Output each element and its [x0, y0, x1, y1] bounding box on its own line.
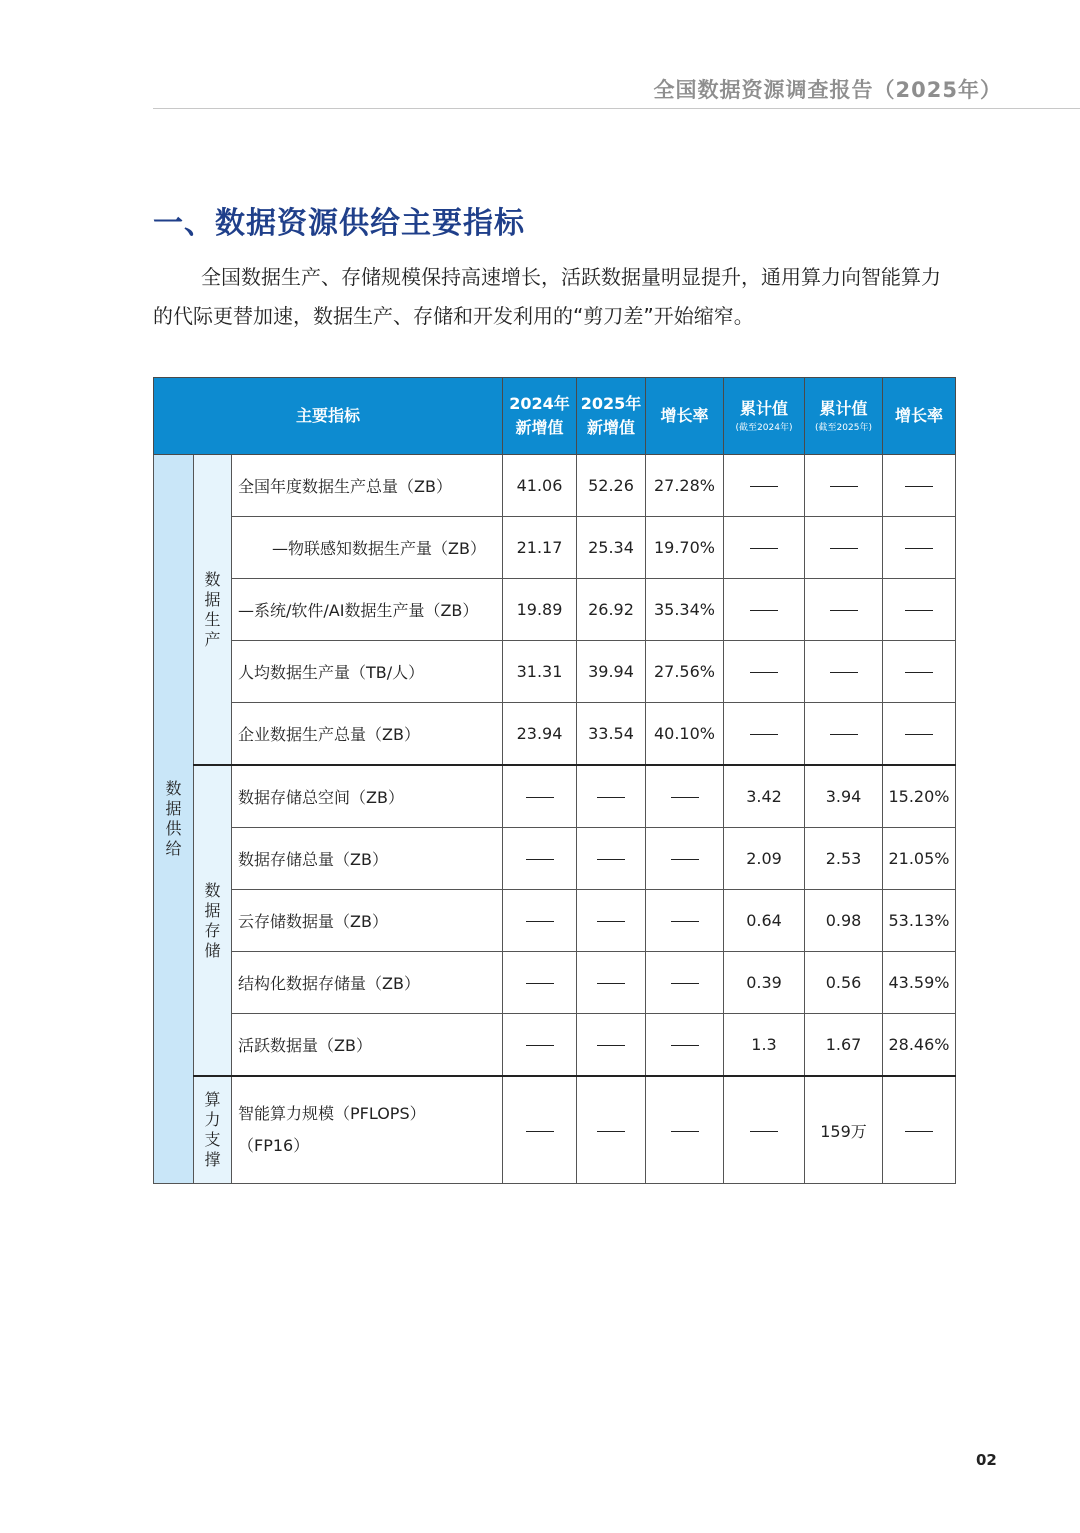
empty-cell	[646, 765, 724, 828]
empty-cell	[577, 1076, 646, 1184]
indicator-name: 全国年度数据生产总量（ZB）	[232, 455, 503, 517]
header-cum-2025-note: (截至2025年)	[815, 423, 872, 433]
dash-mark	[597, 797, 625, 798]
cumulative-growth: 28.46%	[883, 1014, 956, 1077]
table-row	[154, 952, 956, 1014]
category-compute	[194, 1076, 232, 1184]
dash-mark	[671, 921, 699, 922]
value-2025: 26.92	[577, 579, 646, 641]
dash-mark	[597, 859, 625, 860]
cumulative-growth: 43.59%	[883, 952, 956, 1014]
category-storage	[194, 765, 232, 1076]
dash-mark	[905, 610, 933, 611]
dash-mark	[750, 610, 778, 611]
empty-cell	[577, 1014, 646, 1077]
indicator-name-line1: 智能算力规模（PFLOPS）	[238, 1104, 426, 1123]
indicator-name: 数据存储总空间（ZB）	[232, 765, 503, 828]
indicator-name: —物联感知数据生产量（ZB）	[232, 517, 503, 579]
value-2025: 33.54	[577, 703, 646, 766]
value-2024: 41.06	[503, 455, 577, 517]
section-title: 一、数据资源供给主要指标	[153, 206, 525, 241]
dash-mark	[750, 548, 778, 549]
empty-cell	[724, 1076, 805, 1184]
dash-mark	[526, 1045, 554, 1046]
category-data-supply-label: 数据供给	[165, 779, 182, 858]
page-number: 02	[976, 1451, 997, 1469]
dash-mark	[671, 859, 699, 860]
table-row	[154, 455, 956, 517]
dash-mark	[830, 486, 858, 487]
dash-mark	[905, 1131, 933, 1132]
empty-cell	[503, 1014, 577, 1077]
header-rule	[153, 108, 1080, 109]
header-cum-2024-label: 累计值	[739, 399, 788, 418]
value-2025: 39.94	[577, 641, 646, 703]
cumulative-2024: 2.09	[724, 828, 805, 890]
header-indicator: 主要指标	[154, 378, 503, 455]
value-2024: 21.17	[503, 517, 577, 579]
empty-cell	[503, 765, 577, 828]
value-2024: 31.31	[503, 641, 577, 703]
dash-mark	[830, 672, 858, 673]
dash-mark	[905, 486, 933, 487]
running-header-title: 全国数据资源调查报告（2025年）	[653, 78, 1002, 102]
cumulative-2025: 3.94	[805, 765, 883, 828]
empty-cell	[883, 1076, 956, 1184]
indicator-name: 数据存储总量（ZB）	[232, 828, 503, 890]
empty-cell	[883, 455, 956, 517]
table-row	[154, 579, 956, 641]
table-header-row	[154, 378, 956, 455]
empty-cell	[724, 517, 805, 579]
value-2025: 25.34	[577, 517, 646, 579]
growth-rate: 35.34%	[646, 579, 724, 641]
header-new-2025: 2025年新增值	[577, 378, 646, 455]
value-2025: 52.26	[577, 455, 646, 517]
empty-cell	[805, 579, 883, 641]
cumulative-2025: 2.53	[805, 828, 883, 890]
empty-cell	[503, 952, 577, 1014]
dash-mark	[905, 548, 933, 549]
category-production-label: 数据生产	[204, 569, 221, 649]
dash-mark	[750, 734, 778, 735]
empty-cell	[646, 1014, 724, 1077]
indicator-name-line2: （FP16）	[238, 1136, 310, 1155]
empty-cell	[503, 890, 577, 952]
value-2024: 23.94	[503, 703, 577, 766]
intro-paragraph: 全国数据生产、存储规模保持高速增长，活跃数据量明显提升，通用算力向智能算力的代际更替加速，数据生产、存储和开发利用的“剪刀差”开始缩窄。	[153, 265, 941, 328]
empty-cell	[724, 641, 805, 703]
dash-mark	[526, 1131, 554, 1132]
empty-cell	[503, 828, 577, 890]
dash-mark	[750, 1131, 778, 1132]
cumulative-2025: 1.67	[805, 1014, 883, 1077]
table-row	[154, 828, 956, 890]
indicator-name	[232, 1076, 503, 1184]
empty-cell	[577, 890, 646, 952]
table-row	[154, 641, 956, 703]
dash-mark	[671, 1131, 699, 1132]
table-row	[154, 1076, 956, 1184]
category-compute-label: 算力支撑	[204, 1090, 221, 1169]
dash-mark	[750, 672, 778, 673]
cumulative-2024: 0.39	[724, 952, 805, 1014]
dash-mark	[905, 672, 933, 673]
empty-cell	[646, 952, 724, 1014]
cumulative-2024: 0.64	[724, 890, 805, 952]
cumulative-growth: 15.20%	[883, 765, 956, 828]
empty-cell	[883, 517, 956, 579]
header-cum-2024	[724, 378, 805, 455]
empty-cell	[577, 828, 646, 890]
indicator-name: 企业数据生产总量（ZB）	[232, 703, 503, 766]
dash-mark	[526, 921, 554, 922]
value-2024: 19.89	[503, 579, 577, 641]
growth-rate: 27.56%	[646, 641, 724, 703]
cumulative-2025: 0.56	[805, 952, 883, 1014]
dash-mark	[526, 797, 554, 798]
empty-cell	[883, 641, 956, 703]
indicator-name: 人均数据生产量（TB/人）	[232, 641, 503, 703]
growth-rate: 19.70%	[646, 517, 724, 579]
dash-mark	[830, 548, 858, 549]
dash-mark	[526, 859, 554, 860]
empty-cell	[646, 828, 724, 890]
empty-cell	[805, 641, 883, 703]
cumulative-2025: 0.98	[805, 890, 883, 952]
dash-mark	[671, 983, 699, 984]
empty-cell	[724, 455, 805, 517]
table-row	[154, 517, 956, 579]
dash-mark	[750, 486, 778, 487]
dash-mark	[830, 734, 858, 735]
empty-cell	[503, 1076, 577, 1184]
empty-cell	[805, 455, 883, 517]
cumulative-2024: 3.42	[724, 765, 805, 828]
empty-cell	[883, 579, 956, 641]
category-production	[194, 455, 232, 766]
dash-mark	[905, 734, 933, 735]
empty-cell	[724, 703, 805, 766]
cumulative-growth: 53.13%	[883, 890, 956, 952]
indicator-name: 活跃数据量（ZB）	[232, 1014, 503, 1077]
dash-mark	[830, 610, 858, 611]
header-growth-new: 增长率	[646, 378, 724, 455]
empty-cell	[577, 952, 646, 1014]
empty-cell	[724, 579, 805, 641]
empty-cell	[577, 765, 646, 828]
table-row	[154, 765, 956, 828]
indicator-name: 结构化数据存储量（ZB）	[232, 952, 503, 1014]
table-row	[154, 890, 956, 952]
header-cum-2024-note: (截至2024年)	[735, 423, 793, 433]
indicator-table	[153, 377, 956, 1184]
table-row	[154, 703, 956, 766]
growth-rate: 40.10%	[646, 703, 724, 766]
dash-mark	[597, 983, 625, 984]
header-new-2024: 2024年新增值	[503, 378, 577, 455]
header-cum-2025	[805, 378, 883, 455]
dash-mark	[597, 1131, 625, 1132]
table-row	[154, 1014, 956, 1077]
cumulative-2024: 1.3	[724, 1014, 805, 1077]
dash-mark	[671, 1045, 699, 1046]
header-cum-2025-label: 累计值	[819, 399, 868, 418]
empty-cell	[646, 890, 724, 952]
growth-rate: 27.28%	[646, 455, 724, 517]
header-growth-cum: 增长率	[883, 378, 956, 455]
dash-mark	[671, 797, 699, 798]
indicator-name: —系统/软件/AI数据生产量（ZB）	[232, 579, 503, 641]
empty-cell	[805, 703, 883, 766]
category-storage-label: 数据存储	[204, 880, 221, 960]
category-data-supply	[154, 455, 194, 1184]
empty-cell	[883, 703, 956, 766]
dash-mark	[597, 921, 625, 922]
dash-mark	[526, 983, 554, 984]
cumulative-2025: 159万	[805, 1076, 883, 1184]
dash-mark	[597, 1045, 625, 1046]
indicator-name: 云存储数据量（ZB）	[232, 890, 503, 952]
cumulative-growth: 21.05%	[883, 828, 956, 890]
empty-cell	[805, 517, 883, 579]
empty-cell	[646, 1076, 724, 1184]
